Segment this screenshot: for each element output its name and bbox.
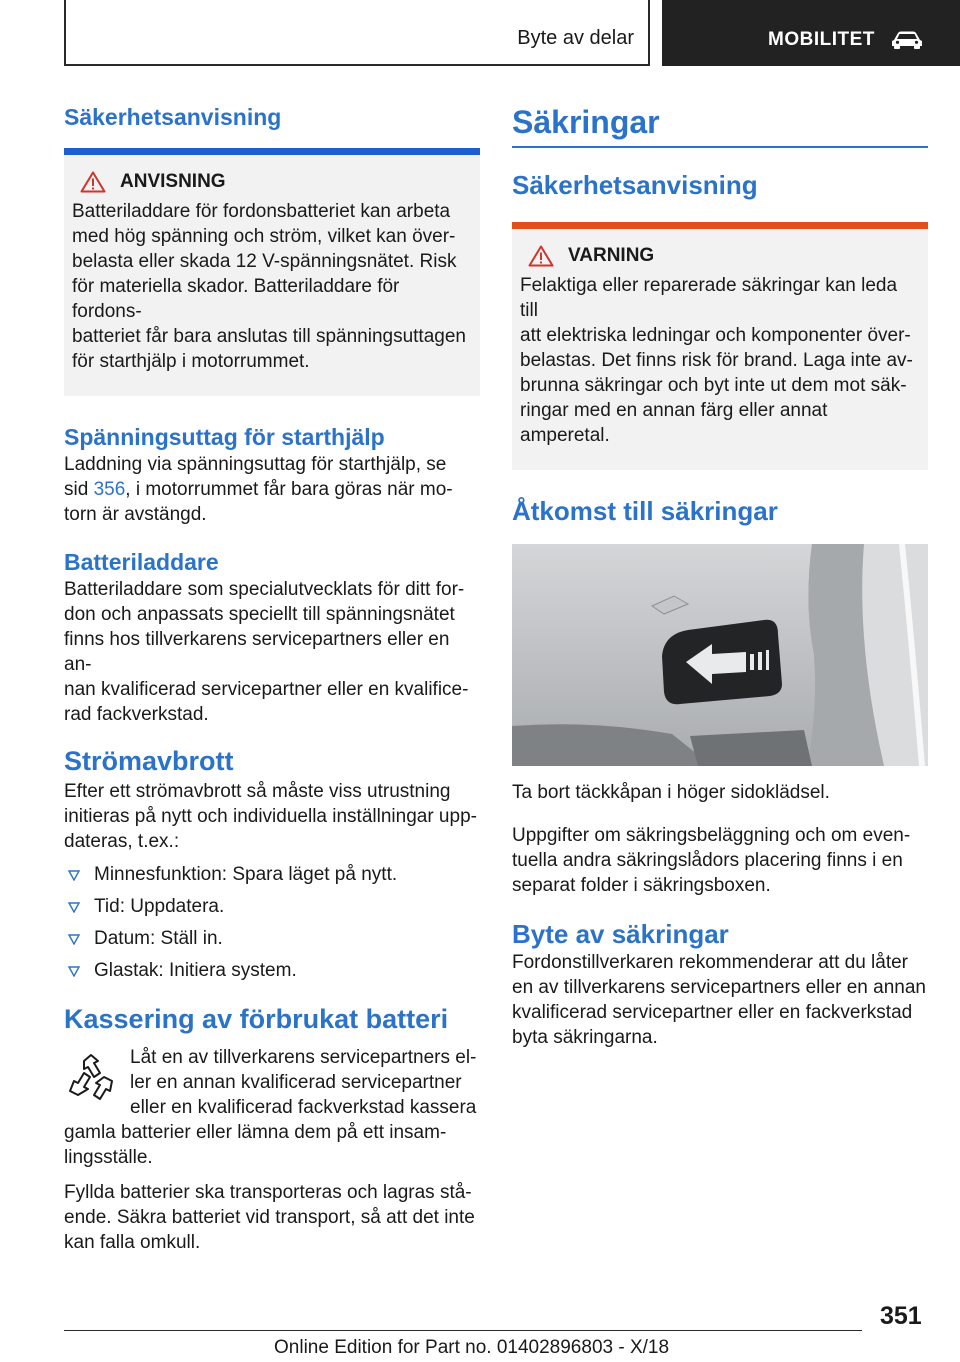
bullet-triangle-icon [68, 966, 80, 977]
charger-line: Batteriladdare som specialutvecklats för ditt for- [64, 579, 465, 600]
charger-line: finns hos tillverkarens servicepartners eller en an- [64, 629, 450, 675]
footer-rule [64, 1330, 862, 1331]
notice-header [72, 171, 472, 193]
reset-list [64, 862, 480, 983]
header-chapter-box [662, 0, 960, 66]
replace-line: Fordonstillverkaren rekommenderar att du låter [512, 952, 909, 973]
jump-line: Laddning via spänningsuttag för starthjälp, se [64, 454, 447, 475]
right-column [512, 100, 928, 1050]
outage-line: dateras, t.ex.: [64, 831, 180, 852]
header-section-box [64, 0, 650, 66]
info-line: separat folder i säkringsboxen. [512, 875, 771, 896]
transport-paragraph [64, 1180, 480, 1255]
notice-line: Batteriladdare för fordonsbatteriet kan arbeta [72, 201, 451, 222]
warning-label: VARNING [568, 245, 655, 266]
info-line: Uppgifter om säkringsbeläggning och om even- [512, 825, 911, 846]
bullet-triangle-icon [68, 934, 80, 945]
warning-triangle-icon [528, 245, 554, 267]
safety-heading: Säkerhetsanvisning [64, 104, 282, 130]
car-icon [890, 30, 924, 50]
disposal-line: ler en annan kvalificerad servicepartner [130, 1072, 462, 1093]
notice-label: ANVISNING [120, 171, 226, 192]
fuse-cover-photo [512, 544, 928, 766]
list-item: Glastak: Initiera system. [64, 958, 480, 983]
edition-text: Online Edition for Part no. 01402896803 - X/18 [274, 1337, 670, 1358]
warning-header [520, 245, 920, 267]
bullet-triangle-icon [68, 902, 80, 913]
section-title: Byte av delar [517, 27, 634, 49]
transport-line: kan falla omkull. [64, 1232, 201, 1253]
notice-line: för materiella skador. Batteriladdare för fordons- [72, 276, 400, 322]
chapter-title: MOBILITET [768, 29, 875, 50]
recycle-icon [64, 1051, 118, 1105]
list-item: Tid: Uppdatera. [64, 894, 480, 919]
transport-line: ende. Säkra batteriet vid transport, så att det inte [64, 1207, 475, 1228]
disposal-heading: Kassering av förbrukat batteri [64, 1004, 449, 1034]
notice-line: belasta eller skada 12 V-spänningsnätet. Risk [72, 251, 457, 272]
warning-box [512, 222, 928, 470]
list-item: Minnesfunktion: Spara läget på nytt. [64, 862, 480, 887]
left-column [64, 100, 480, 1255]
outage-line: initieras på nytt och individuella inställningar upp- [64, 806, 477, 827]
photo-caption: Ta bort täckkåpan i höger sidoklädsel. [512, 782, 830, 803]
fuses-main-heading: Säkringar [512, 104, 660, 140]
warning-triangle-icon [80, 171, 106, 193]
warning-line: ringar med en annan färg eller annat amperetal. [520, 400, 828, 446]
notice-line: batteriet får bara anslutas till spänningsuttagen [72, 326, 466, 347]
disposal-line: eller en kvalificerad fackverkstad kassera [130, 1097, 477, 1118]
jump-start-heading: Spänningsuttag för starthjälp [64, 424, 385, 450]
replace-line: byta säkringarna. [512, 1027, 658, 1048]
warning-line: Felaktiga eller reparerade säkringar kan leda till [520, 275, 898, 321]
fuses-safety-heading: Säkerhetsanvisning [512, 170, 758, 200]
notice-line: för starthjälp i motorrummet. [72, 351, 310, 372]
heading-rule [512, 146, 928, 148]
bullet-triangle-icon [68, 870, 80, 881]
charger-line: nan kvalificerad servicepartner eller en kvalifice- [64, 679, 469, 700]
outage-line: Efter ett strömavbrott så måste viss utrustning [64, 781, 451, 802]
charger-line: don och anpassats speciellt till spänningsnätet [64, 604, 455, 625]
disposal-block [64, 1045, 480, 1170]
jump-line: sid 356, i motorrummet får bara göras när mo- [64, 479, 453, 500]
access-heading: Åtkomst till säkringar [512, 496, 778, 526]
notice-line: med hög spänning och ström, vilket kan över- [72, 226, 456, 247]
replace-heading: Byte av säkringar [512, 919, 729, 949]
warning-line: brunna säkringar och byt inte ut dem mot säk- [520, 375, 907, 396]
warning-line: att elektriska ledningar och komponenter över- [520, 325, 911, 346]
info-paragraph [512, 823, 928, 898]
list-item: Datum: Ställ in. [64, 926, 480, 951]
info-line: tuella andra säkringslådors placering finns i en [512, 850, 903, 871]
disposal-line: lingsställe. [64, 1147, 153, 1168]
charger-line: rad fackverkstad. [64, 704, 209, 725]
disposal-line: Låt en av tillverkarens servicepartners el- [130, 1047, 477, 1068]
replace-line: kvalificerad servicepartner eller en fackverkstad [512, 1002, 913, 1023]
replace-line: en av tillverkarens servicepartners eller en annan [512, 977, 926, 998]
transport-line: Fyllda batterier ska transporteras och lagras stå- [64, 1182, 472, 1203]
notice-box [64, 148, 480, 396]
charger-heading: Batteriladdare [64, 549, 219, 575]
disposal-line: gamla batterier eller lämna dem på ett insam- [64, 1122, 447, 1143]
warning-line: belastas. Det finns risk för brand. Laga inte av- [520, 350, 913, 371]
outage-heading: Strömavbrott [64, 746, 234, 776]
page-number: 351 [880, 1302, 922, 1330]
jump-line: torn är avstängd. [64, 504, 207, 525]
page-link-356[interactable]: 356 [93, 479, 126, 500]
